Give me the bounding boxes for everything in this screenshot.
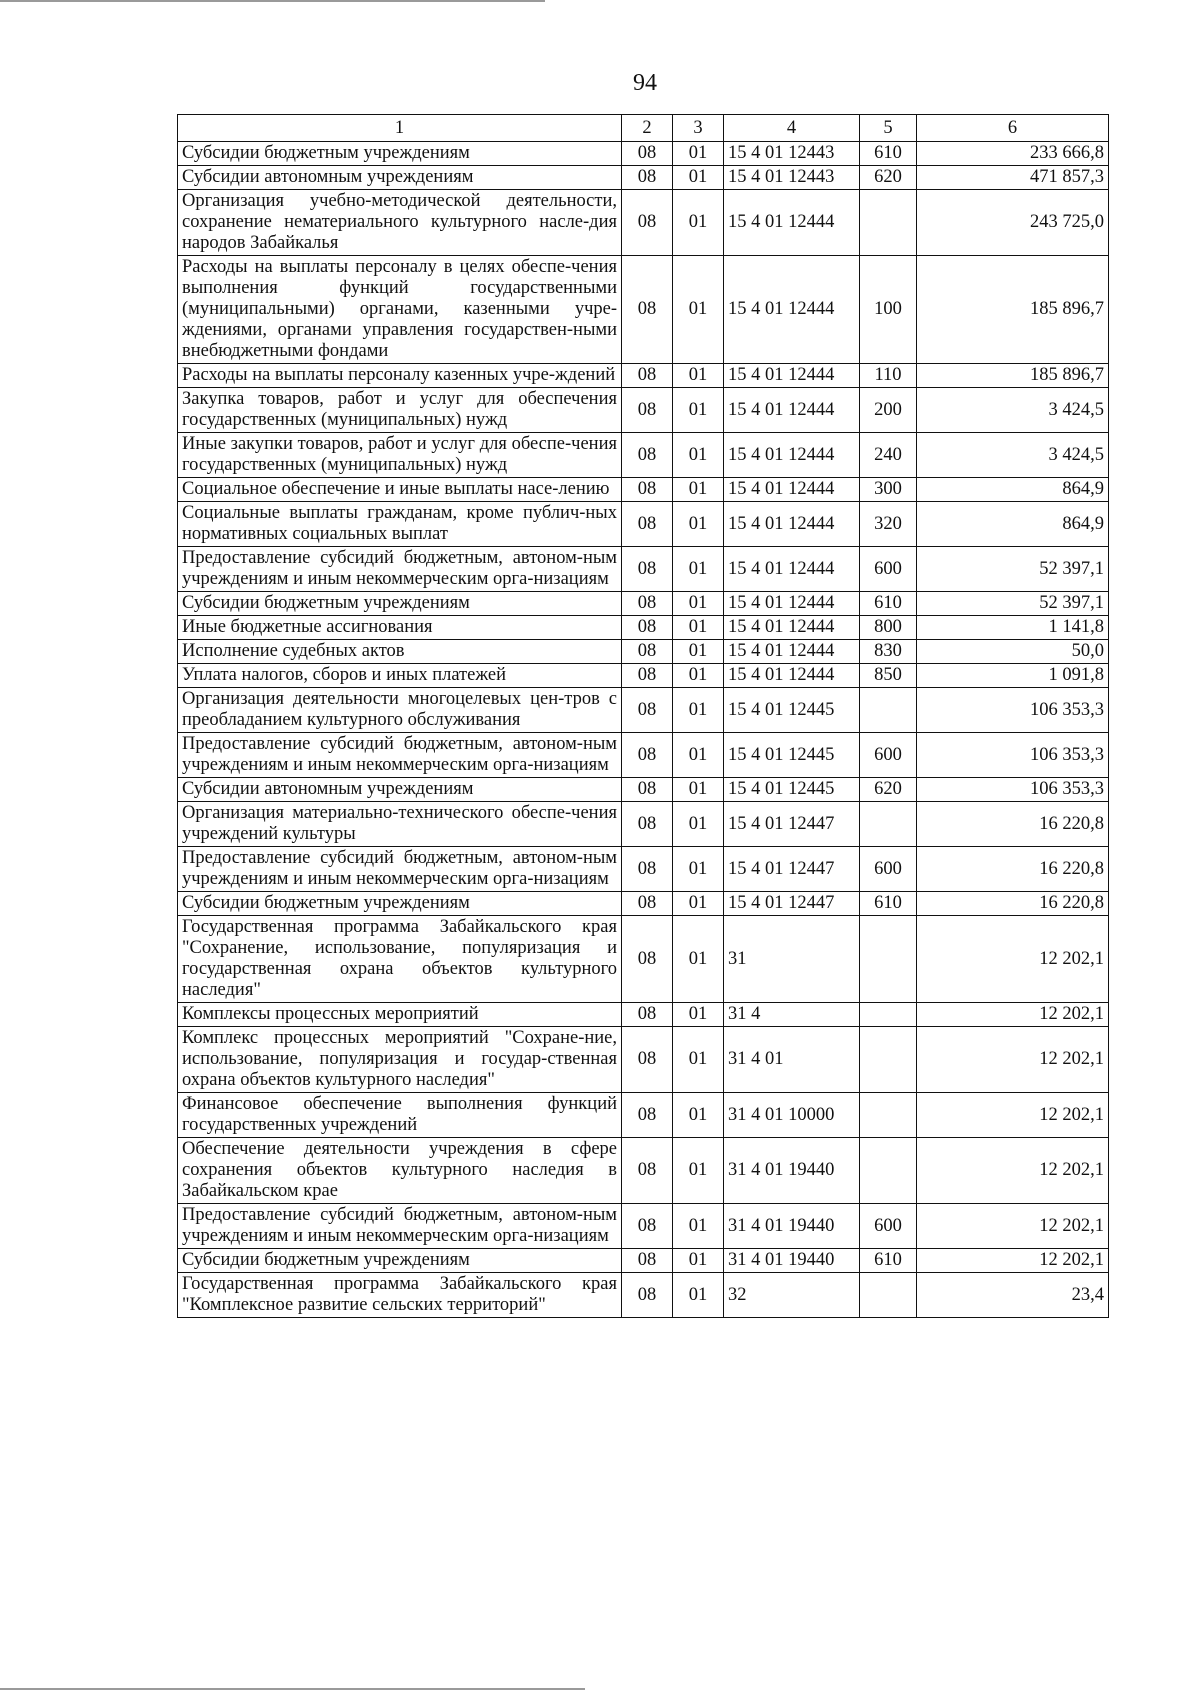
row-section: 08	[622, 802, 673, 847]
row-expense-type	[860, 1273, 917, 1318]
row-name: Иные закупки товаров, работ и услуг для обеспе-чения государственных (муниципальных) нужд	[178, 433, 622, 478]
table-row	[178, 802, 1109, 847]
row-amount: 106 353,3	[917, 778, 1109, 802]
table-row	[178, 616, 1109, 640]
row-section: 08	[622, 433, 673, 478]
table-row	[178, 433, 1109, 478]
row-target-code: 31 4	[724, 1003, 860, 1027]
row-expense-type: 610	[860, 592, 917, 616]
table-row	[178, 190, 1109, 256]
row-section: 08	[622, 1003, 673, 1027]
row-name: Социальные выплаты гражданам, кроме публич-ных нормативных социальных выплат	[178, 502, 622, 547]
budget-table	[177, 114, 1109, 1318]
table-row	[178, 166, 1109, 190]
row-subsection: 01	[673, 1249, 724, 1273]
header-row	[178, 115, 1109, 142]
row-section: 08	[622, 364, 673, 388]
row-target-code: 15 4 01 12444	[724, 433, 860, 478]
row-name: Исполнение судебных актов	[178, 640, 622, 664]
table-row	[178, 892, 1109, 916]
table-row	[178, 547, 1109, 592]
table-row	[178, 256, 1109, 364]
col-header-amount: 6	[917, 115, 1109, 142]
table-row	[178, 142, 1109, 166]
table-row	[178, 778, 1109, 802]
col-header-name: 1	[178, 115, 622, 142]
row-amount: 16 220,8	[917, 892, 1109, 916]
row-section: 08	[622, 256, 673, 364]
row-target-code: 32	[724, 1273, 860, 1318]
row-section: 08	[622, 892, 673, 916]
row-section: 08	[622, 166, 673, 190]
row-expense-type: 100	[860, 256, 917, 364]
table-row	[178, 364, 1109, 388]
row-subsection: 01	[673, 1204, 724, 1249]
table-row	[178, 388, 1109, 433]
row-name: Государственная программа Забайкальского края "Комплексное развитие сельских территорий"	[178, 1273, 622, 1318]
row-section: 08	[622, 388, 673, 433]
row-name: Субсидии бюджетным учреждениям	[178, 892, 622, 916]
row-target-code: 15 4 01 12444	[724, 664, 860, 688]
row-expense-type: 610	[860, 892, 917, 916]
row-amount: 12 202,1	[917, 1027, 1109, 1093]
row-expense-type	[860, 1093, 917, 1138]
page-number: 94	[633, 70, 657, 96]
row-expense-type	[860, 190, 917, 256]
row-target-code: 15 4 01 12445	[724, 778, 860, 802]
row-target-code: 31	[724, 916, 860, 1003]
row-target-code: 15 4 01 12444	[724, 388, 860, 433]
row-section: 08	[622, 547, 673, 592]
row-target-code: 15 4 01 12444	[724, 364, 860, 388]
row-expense-type	[860, 688, 917, 733]
row-name: Предоставление субсидий бюджетным, автоном-ным учреждениям и иным некоммерческим орга-низациям	[178, 847, 622, 892]
row-subsection: 01	[673, 1273, 724, 1318]
table-row	[178, 1249, 1109, 1273]
row-subsection: 01	[673, 802, 724, 847]
row-amount: 3 424,5	[917, 388, 1109, 433]
row-expense-type: 110	[860, 364, 917, 388]
row-target-code: 15 4 01 12447	[724, 802, 860, 847]
row-amount: 12 202,1	[917, 1249, 1109, 1273]
row-expense-type: 300	[860, 478, 917, 502]
row-subsection: 01	[673, 256, 724, 364]
row-target-code: 15 4 01 12444	[724, 256, 860, 364]
row-subsection: 01	[673, 142, 724, 166]
row-amount: 52 397,1	[917, 592, 1109, 616]
row-target-code: 31 4 01 19440	[724, 1138, 860, 1204]
row-target-code: 15 4 01 12444	[724, 592, 860, 616]
table-row	[178, 1003, 1109, 1027]
row-target-code: 15 4 01 12445	[724, 733, 860, 778]
row-subsection: 01	[673, 592, 724, 616]
row-subsection: 01	[673, 688, 724, 733]
row-name: Предоставление субсидий бюджетным, автоном-ным учреждениям и иным некоммерческим орга-низациям	[178, 1204, 622, 1249]
row-amount: 1 091,8	[917, 664, 1109, 688]
row-amount: 16 220,8	[917, 847, 1109, 892]
row-section: 08	[622, 916, 673, 1003]
row-name: Финансовое обеспечение выполнения функций государственных учреждений	[178, 1093, 622, 1138]
row-amount: 12 202,1	[917, 1204, 1109, 1249]
row-amount: 12 202,1	[917, 1003, 1109, 1027]
row-amount: 106 353,3	[917, 688, 1109, 733]
table-row	[178, 478, 1109, 502]
row-name: Организация деятельности многоцелевых цен-тров с преобладанием культурного обслуживания	[178, 688, 622, 733]
row-subsection: 01	[673, 364, 724, 388]
row-expense-type	[860, 916, 917, 1003]
row-expense-type	[860, 1003, 917, 1027]
table-row	[178, 1273, 1109, 1318]
row-name: Субсидии автономным учреждениям	[178, 166, 622, 190]
table-row	[178, 592, 1109, 616]
row-name: Обеспечение деятельности учреждения в сфере сохранения объектов культурного наследия в Забайкальском крае	[178, 1138, 622, 1204]
table-row	[178, 688, 1109, 733]
row-section: 08	[622, 1204, 673, 1249]
row-amount: 1 141,8	[917, 616, 1109, 640]
row-expense-type: 620	[860, 166, 917, 190]
row-section: 08	[622, 847, 673, 892]
row-expense-type: 850	[860, 664, 917, 688]
col-header-expense-type: 5	[860, 115, 917, 142]
row-name: Предоставление субсидий бюджетным, автоном-ным учреждениям и иным некоммерческим орга-низациям	[178, 547, 622, 592]
row-section: 08	[622, 664, 673, 688]
row-expense-type	[860, 1138, 917, 1204]
row-amount: 243 725,0	[917, 190, 1109, 256]
row-expense-type: 600	[860, 547, 917, 592]
row-subsection: 01	[673, 664, 724, 688]
row-expense-type	[860, 802, 917, 847]
row-section: 08	[622, 1093, 673, 1138]
row-subsection: 01	[673, 916, 724, 1003]
row-subsection: 01	[673, 502, 724, 547]
row-target-code: 15 4 01 12444	[724, 616, 860, 640]
row-name: Организация учебно-методической деятельности, сохранение нематериального культурного насле-дия народов Забайкалья	[178, 190, 622, 256]
row-subsection: 01	[673, 1093, 724, 1138]
row-subsection: 01	[673, 1003, 724, 1027]
row-expense-type: 610	[860, 1249, 917, 1273]
col-header-subsection: 3	[673, 115, 724, 142]
row-subsection: 01	[673, 190, 724, 256]
row-subsection: 01	[673, 778, 724, 802]
table-row	[178, 1138, 1109, 1204]
row-expense-type: 600	[860, 733, 917, 778]
row-target-code: 31 4 01 19440	[724, 1204, 860, 1249]
row-target-code: 15 4 01 12444	[724, 547, 860, 592]
row-section: 08	[622, 592, 673, 616]
row-section: 08	[622, 640, 673, 664]
row-name: Субсидии автономным учреждениям	[178, 778, 622, 802]
row-section: 08	[622, 502, 673, 547]
row-subsection: 01	[673, 1027, 724, 1093]
row-target-code: 15 4 01 12444	[724, 502, 860, 547]
row-target-code: 15 4 01 12443	[724, 142, 860, 166]
row-amount: 864,9	[917, 502, 1109, 547]
row-name: Предоставление субсидий бюджетным, автоном-ным учреждениям и иным некоммерческим орга-низациям	[178, 733, 622, 778]
table-row	[178, 1027, 1109, 1093]
row-expense-type	[860, 1027, 917, 1093]
row-target-code: 15 4 01 12447	[724, 892, 860, 916]
row-name: Субсидии бюджетным учреждениям	[178, 592, 622, 616]
col-header-target: 4	[724, 115, 860, 142]
table-row	[178, 1093, 1109, 1138]
row-target-code: 31 4 01	[724, 1027, 860, 1093]
scan-edge-top	[0, 0, 545, 2]
scan-edge-bottom	[0, 1688, 585, 1690]
table-row	[178, 733, 1109, 778]
row-amount: 233 666,8	[917, 142, 1109, 166]
row-expense-type: 600	[860, 1204, 917, 1249]
row-section: 08	[622, 1249, 673, 1273]
row-amount: 471 857,3	[917, 166, 1109, 190]
row-amount: 52 397,1	[917, 547, 1109, 592]
row-target-code: 15 4 01 12444	[724, 478, 860, 502]
row-target-code: 15 4 01 12445	[724, 688, 860, 733]
row-amount: 864,9	[917, 478, 1109, 502]
row-name: Комплексы процессных мероприятий	[178, 1003, 622, 1027]
row-name: Субсидии бюджетным учреждениям	[178, 142, 622, 166]
row-amount: 50,0	[917, 640, 1109, 664]
row-amount: 3 424,5	[917, 433, 1109, 478]
table-row	[178, 664, 1109, 688]
col-header-section: 2	[622, 115, 673, 142]
row-expense-type: 620	[860, 778, 917, 802]
row-amount: 12 202,1	[917, 1093, 1109, 1138]
row-target-code: 15 4 01 12444	[724, 190, 860, 256]
row-name: Комплекс процессных мероприятий "Сохране-ние, использование, популяризация и государ-ственная охрана объектов культурного наследия"	[178, 1027, 622, 1093]
row-expense-type: 600	[860, 847, 917, 892]
row-expense-type: 200	[860, 388, 917, 433]
row-subsection: 01	[673, 478, 724, 502]
row-section: 08	[622, 1138, 673, 1204]
row-target-code: 15 4 01 12444	[724, 640, 860, 664]
row-name: Иные бюджетные ассигнования	[178, 616, 622, 640]
table-row	[178, 847, 1109, 892]
row-section: 08	[622, 1027, 673, 1093]
row-name: Государственная программа Забайкальского края "Сохранение, использование, популяризация и государственная охрана объектов культурного наследия"	[178, 916, 622, 1003]
row-amount: 23,4	[917, 1273, 1109, 1318]
row-amount: 12 202,1	[917, 1138, 1109, 1204]
row-section: 08	[622, 616, 673, 640]
row-amount: 12 202,1	[917, 916, 1109, 1003]
row-subsection: 01	[673, 640, 724, 664]
row-expense-type: 610	[860, 142, 917, 166]
row-amount: 16 220,8	[917, 802, 1109, 847]
row-subsection: 01	[673, 847, 724, 892]
row-name: Уплата налогов, сборов и иных платежей	[178, 664, 622, 688]
row-expense-type: 240	[860, 433, 917, 478]
row-expense-type: 830	[860, 640, 917, 664]
row-subsection: 01	[673, 892, 724, 916]
row-section: 08	[622, 478, 673, 502]
row-section: 08	[622, 190, 673, 256]
row-amount: 106 353,3	[917, 733, 1109, 778]
row-target-code: 15 4 01 12447	[724, 847, 860, 892]
row-subsection: 01	[673, 1138, 724, 1204]
row-name: Закупка товаров, работ и услуг для обеспечения государственных (муниципальных) нужд	[178, 388, 622, 433]
row-section: 08	[622, 142, 673, 166]
row-amount: 185 896,7	[917, 256, 1109, 364]
row-target-code: 31 4 01 10000	[724, 1093, 860, 1138]
row-subsection: 01	[673, 547, 724, 592]
row-name: Социальное обеспечение и иные выплаты насе-лению	[178, 478, 622, 502]
row-subsection: 01	[673, 733, 724, 778]
table-row	[178, 640, 1109, 664]
row-subsection: 01	[673, 166, 724, 190]
row-name: Субсидии бюджетным учреждениям	[178, 1249, 622, 1273]
row-name: Расходы на выплаты персоналу в целях обеспе-чения выполнения функций государственными (муниципальными) органами, казенными учре-ждениями, органами управления государствен-ными внебюджетными фондами	[178, 256, 622, 364]
table-row	[178, 1204, 1109, 1249]
row-subsection: 01	[673, 388, 724, 433]
row-subsection: 01	[673, 433, 724, 478]
row-target-code: 31 4 01 19440	[724, 1249, 860, 1273]
row-amount: 185 896,7	[917, 364, 1109, 388]
row-subsection: 01	[673, 616, 724, 640]
row-section: 08	[622, 1273, 673, 1318]
row-section: 08	[622, 778, 673, 802]
table-row	[178, 916, 1109, 1003]
row-target-code: 15 4 01 12443	[724, 166, 860, 190]
row-expense-type: 320	[860, 502, 917, 547]
row-section: 08	[622, 688, 673, 733]
row-section: 08	[622, 733, 673, 778]
row-name: Организация материально-технического обеспе-чения учреждений культуры	[178, 802, 622, 847]
table-row	[178, 502, 1109, 547]
row-name: Расходы на выплаты персоналу казенных учре-ждений	[178, 364, 622, 388]
row-expense-type: 800	[860, 616, 917, 640]
